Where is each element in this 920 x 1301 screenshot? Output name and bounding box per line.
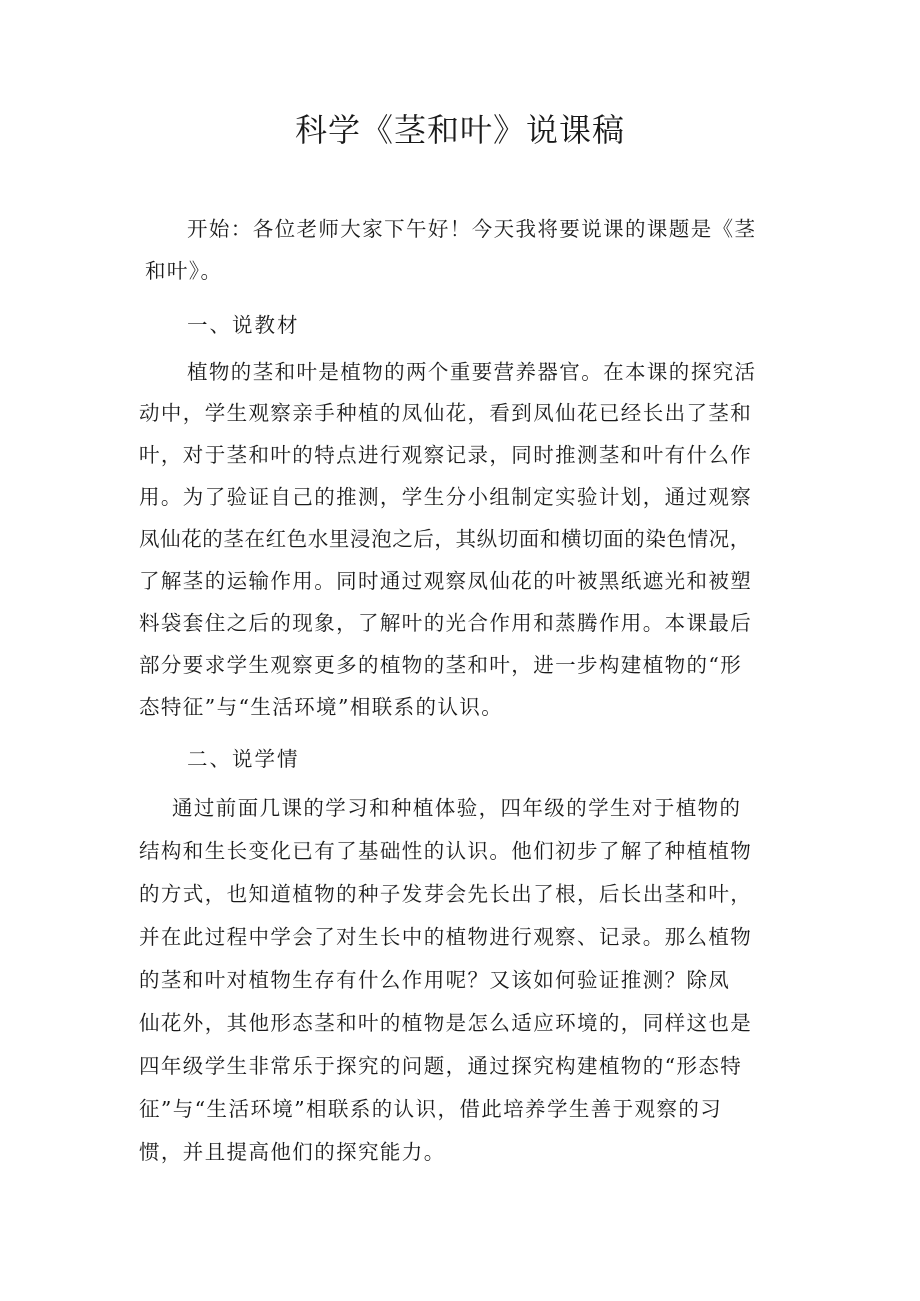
paragraph-line: 的方式，也知道植物的种子发芽会先长出了根，后长出茎和叶， xyxy=(139,882,753,906)
intro-line: 和叶》。 xyxy=(145,259,223,283)
paragraph-line: 态特征”与“生活环境”相联系的认识。 xyxy=(139,695,504,719)
paragraph-line: 通过前面几课的学习和种植体验，四年级的学生对于植物的 xyxy=(172,796,742,820)
paragraph-line: 征”与“生活环境”相联系的认识，借此培养学生善于观察的习 xyxy=(139,1097,723,1121)
paragraph-line: 结构和生长变化已有了基础性的认识。他们初步了解了种植植物 xyxy=(139,839,753,863)
intro-line: 开始：各位老师大家下午好！今天我将要说课的课题是《茎 xyxy=(187,217,757,241)
paragraph-line: 植物的茎和叶是植物的两个重要营养器官。在本课的探究活 xyxy=(187,360,757,384)
section-heading-textbook: 一、说教材 xyxy=(187,313,300,337)
section-heading-students: 二、说学情 xyxy=(187,747,300,771)
paragraph-line: 并在此过程中学会了对生长中的植物进行观察、记录。那么植物 xyxy=(139,925,753,949)
paragraph-line: 动中，学生观察亲手种植的凤仙花，看到凤仙花已经长出了茎和 xyxy=(139,401,753,425)
paragraph-line: 料袋套住之后的现象，了解叶的光合作用和蒸腾作用。本课最后 xyxy=(139,611,753,635)
paragraph-line: 叶，对于茎和叶的特点进行观察记录，同时推测茎和叶有什么作 xyxy=(139,443,753,467)
paragraph-line: 凤仙花的茎在红色水里浸泡之后，其纵切面和横切面的染色情况， xyxy=(139,527,751,551)
paragraph-line: 部分要求学生观察更多的植物的茎和叶，进一步构建植物的“形 xyxy=(139,653,743,677)
document-title: 科学《茎和叶》说课稿 xyxy=(294,111,625,149)
paragraph-line: 四年级学生非常乐于探究的问题，通过探究构建植物的“形态特 xyxy=(139,1054,743,1078)
paragraph-line: 了解茎的运输作用。同时通过观察凤仙花的叶被黑纸遮光和被塑 xyxy=(139,569,753,593)
paragraph-line: 惯，并且提高他们的探究能力。 xyxy=(139,1140,446,1164)
paragraph-line: 用。为了验证自己的推测，学生分小组制定实验计划，通过观察 xyxy=(139,485,753,509)
paragraph-line: 的茎和叶对植物生存有什么作用呢？又该如何验证推测？除凤 xyxy=(139,968,731,992)
paragraph-line: 仙花外，其他形态茎和叶的植物是怎么适应环境的，同样这也是 xyxy=(139,1011,753,1035)
